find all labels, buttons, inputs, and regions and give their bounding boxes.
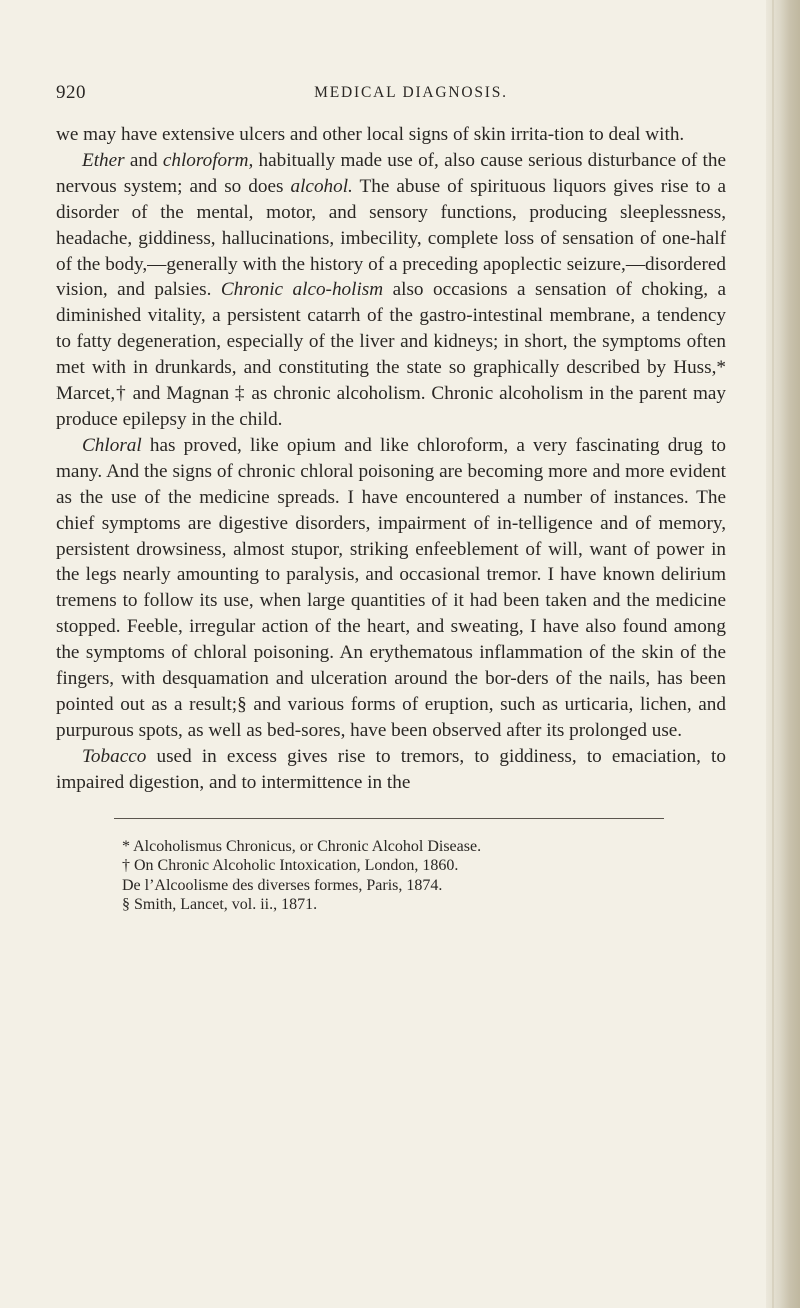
footnote-divider — [114, 818, 664, 819]
text-run: chloroform, — [162, 149, 254, 171]
text-run: Chronic alco-holism — [220, 279, 384, 301]
paragraph-3 — [56, 433, 726, 744]
footnote-1: * Alcoholismus Chronicus, or Chronic Alcohol Disease. — [122, 837, 482, 855]
paragraph-4 — [56, 744, 726, 796]
running-title: MEDICAL DIAGNOSIS. — [314, 84, 508, 101]
paragraph-1 — [56, 122, 726, 148]
text-run: we may have extensive ulcers and other local signs of skin irrita-tion to deal with. — [56, 124, 685, 145]
footnote-2: † On Chronic Alcoholic Intoxication, London, 1860. — [122, 857, 459, 875]
footnotes — [96, 837, 726, 915]
text-run: Tobacco — [82, 745, 147, 767]
text-run: and — [124, 149, 163, 171]
text-run: The abuse of spirituous liquors gives rise to a disorder of the mental, motor, and sensory functions, producing sleeplessness, headache, giddiness, hallucinations, imbecility, complete loss of sensation of one-half of the body,—generally with the history of a preceding apoplectic seizure,—disordered vision, and palsies. — [56, 175, 726, 301]
page-edge-shadow — [766, 0, 800, 1308]
running-head — [56, 82, 726, 122]
text-run: Chloral — [82, 434, 142, 456]
text-run: Ether — [82, 149, 125, 171]
paragraph-2 — [56, 148, 726, 433]
text-run: used in excess gives rise to tremors, to giddiness, to emaciation, to impaired digestion, and to intermittence in the — [56, 745, 726, 793]
text-run: has proved, like opium and like chloroform, a very fascinating drug to many. And the signs of chronic chloral poisoning are becoming more and more evident as the use of the medicine spreads. I have encountered a number of instances. The chief symptoms are digestive disorders, impairment of in-telligence and of memory, persistent drowsiness, almost stupor, striking enfeeblement of will, want of power in the legs nearly amounting to paralysis, and occasional tremor. I have known delirium tremens to follow its use, when large quantities of it had been taken and the medicine stopped. Feeble, irregular action of the heart, and sweating, I have also found among the symptoms of chloral poisoning. An erythematous inflammation of the skin of the fingers, with desquamation and ulceration around the bor-ders of the nails, has been pointed out as a result;§ and various forms of eruption, such as urticaria, lichen, and purpurous spots, as well as bed-sores, have been observed after its prolonged use. — [56, 434, 726, 741]
text-run: also occasions a sensation of choking, a diminished vitality, a persistent catarrh of the gastro-intestinal membrane, a tendency to fatty degeneration, especially of the liver and kidneys; in short, the symptoms often met with in drunkards, and constituting the state so graphically described by Huss,* Marcet,† and Magnan ‡ as chronic alcoholism. Chronic alcoholism in the parent may produce epilepsy in the child. — [56, 279, 726, 430]
text-run: habitually made use of, also cause serious disturbance of the nervous system; and so does — [56, 149, 726, 197]
text-run: alcohol. — [290, 175, 353, 197]
footnote-4: § Smith, Lancet, vol. ii., 1871. — [122, 896, 318, 914]
book-page — [56, 0, 726, 915]
body-text — [56, 122, 726, 796]
footnote-3: De l’Alcoolisme des diverses formes, Paris, 1874. — [122, 876, 443, 894]
page-number: 920 — [56, 82, 86, 103]
